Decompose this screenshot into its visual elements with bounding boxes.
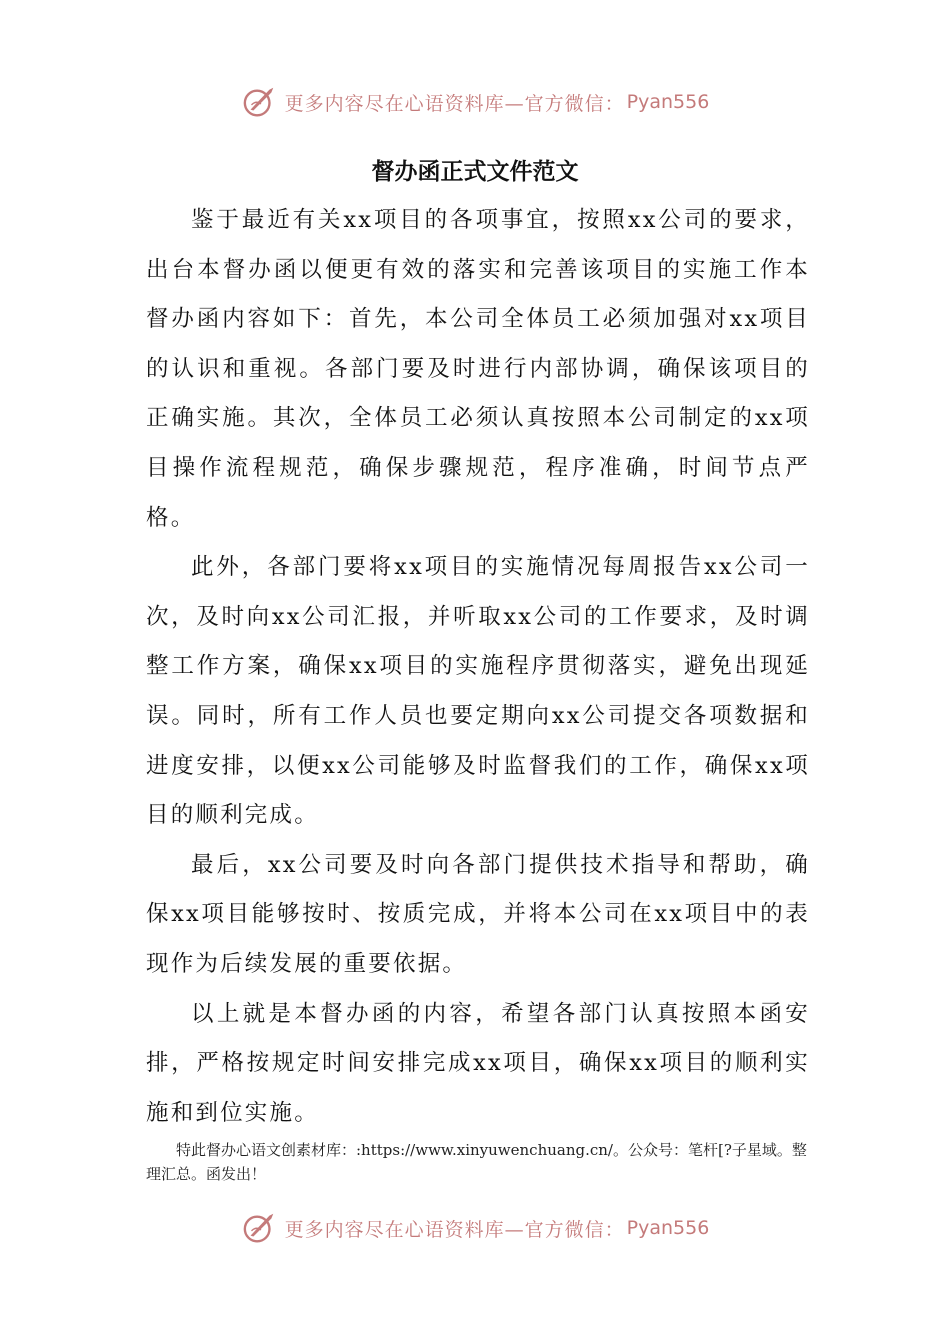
footer-banner <box>0 1208 950 1248</box>
paragraph-2: 此外，各部门要将xx项目的实施情况每周报告xx公司一次，及时向xx公司汇报，并听取xx公司的工作要求，及时调整工作方案，确保xx项目的实施程序贯彻落实，避免出现延误。同时，所有工作人员也要定期向xx公司提交各项数据和进度安排，以便xx公司能够及时监督我们的工作，确保xx项目的顺利完成。 <box>146 554 810 829</box>
paragraph-4: 以上就是本督办函的内容，希望各部门认真按照本函安排，严格按规定时间安排完成xx项目，确保xx项目的顺利实施和到位实施。 <box>146 1000 810 1126</box>
banner-wechat-id: Pyan556 <box>626 1217 710 1239</box>
quill-logo-icon <box>241 1210 279 1246</box>
banner-text: 更多内容尽在心语资料库—官方微信： <box>284 1218 625 1241</box>
document-footnote: 特此督办心语文创素材库：:https://www.xinyuwenchuang.cn/。公众号：笔杆[?子星域。整理汇总。函发出！ <box>146 1141 807 1183</box>
banner-wechat-id: Pyan556 <box>626 91 710 113</box>
header-banner <box>0 82 950 122</box>
paragraph-3: 最后，xx公司要及时向各部门提供技术指导和帮助，确保xx项目能够按时、按质完成，并将本公司在xx项目中的表现作为后续发展的重要依据。 <box>146 851 810 977</box>
quill-logo-icon <box>241 84 279 120</box>
document-title: 督办函正式文件范文 <box>371 158 579 185</box>
banner-text: 更多内容尽在心语资料库—官方微信： <box>284 92 625 115</box>
document-body <box>146 196 810 1138</box>
paragraph-1: 鉴于最近有关xx项目的各项事宜，按照xx公司的要求，出台本督办函以便更有效的落实和完善该项目的实施工作本督办函内容如下：首先，本公司全体员工必须加强对xx项目的认识和重视。各部门要及时进行内部协调，确保该项目的正确实施。其次，全体员工必须认真按照本公司制定的xx项目操作流程规范，确保步骤规范，程序准确，时间节点严格。 <box>146 207 810 531</box>
